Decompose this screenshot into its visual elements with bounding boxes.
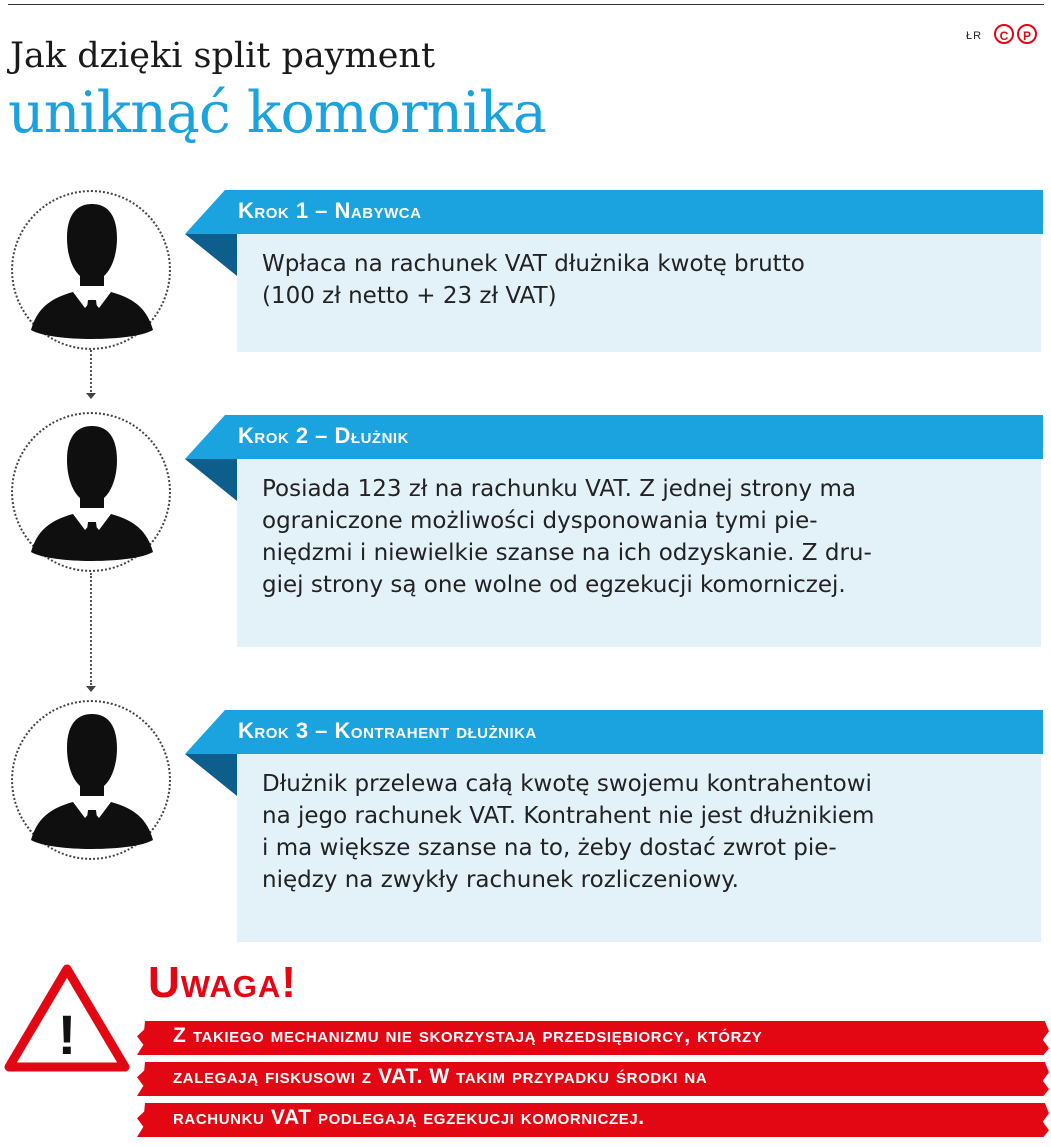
step-2-line: giej strony są one wolne od egzekucji komorniczej. xyxy=(262,572,846,598)
step-2-banner xyxy=(185,415,1043,459)
step-1-description xyxy=(237,234,1041,352)
connector-arrow-1 xyxy=(86,393,96,399)
step-connector-1 xyxy=(90,350,92,392)
warning-strip-1 xyxy=(145,1021,1043,1055)
step-3-banner xyxy=(185,710,1043,754)
headline-line-2: uniknąć komornika xyxy=(8,80,546,146)
step-3-line: Dłużnik przelewa całą kwotę swojemu kontrahentowi xyxy=(262,771,872,797)
step-3-description xyxy=(237,754,1041,942)
step-1-title: Krok 1 – Nabywca xyxy=(238,198,422,223)
avatar-buyer xyxy=(11,190,171,350)
step-3-line: na jego rachunek VAT. Kontrahent nie jest dłużnikiem xyxy=(262,803,875,829)
publisher-logo-c: C xyxy=(994,24,1014,44)
warning-strip-2 xyxy=(145,1062,1043,1096)
top-rule xyxy=(8,4,1044,5)
warning-line: zalegają fiskusowi z VAT. W takim przypadku środki na xyxy=(173,1065,708,1088)
step-2-line: Posiada 123 zł na rachunku VAT. Z jednej strony ma xyxy=(262,476,856,502)
publisher-logo-p: P xyxy=(1017,24,1037,44)
avatar-debtor xyxy=(11,412,171,572)
step-3-line: i ma większe szanse na to, żeby dostać zwrot pie- xyxy=(262,835,837,861)
warning-title: Uwaga! xyxy=(148,958,297,1007)
person-silhouette-icon xyxy=(27,422,157,567)
warning-line: Z takiego mechanizmu nie skorzystają przedsiębiorcy, którzy xyxy=(173,1024,763,1047)
author-credit: ŁR xyxy=(966,30,983,42)
step-2-title: Krok 2 – Dłużnik xyxy=(238,423,409,448)
exclamation-mark: ! xyxy=(57,1003,77,1066)
step-1-line: Wpłaca na rachunek VAT dłużnika kwotę brutto xyxy=(262,251,805,277)
step-3-line: niędzy na zwykły rachunek rozliczeniowy. xyxy=(262,867,739,893)
person-silhouette-icon xyxy=(27,710,157,855)
headline-line-1: Jak dzięki split payment xyxy=(10,36,436,76)
step-1-line: (100 zł netto + 23 zł VAT) xyxy=(262,283,557,309)
person-silhouette-icon xyxy=(27,200,157,345)
step-2-description xyxy=(237,459,1041,647)
step-1-banner xyxy=(185,190,1043,234)
step-2-line: niędzmi i niewielkie szanse na ich odzyskanie. Z dru- xyxy=(262,540,872,566)
step-2-line: ograniczone możliwości dysponowania tymi pie- xyxy=(262,508,818,534)
warning-strip-3 xyxy=(145,1103,1043,1137)
warning-triangle-icon xyxy=(4,964,130,1074)
warning-line: rachunku VAT podlegają egzekucji komorniczej. xyxy=(173,1106,645,1129)
connector-arrow-2 xyxy=(86,686,96,692)
step-3-title: Krok 3 – Kontrahent dłużnika xyxy=(238,718,537,743)
step-connector-2 xyxy=(90,573,92,685)
avatar-counterparty xyxy=(11,700,171,860)
